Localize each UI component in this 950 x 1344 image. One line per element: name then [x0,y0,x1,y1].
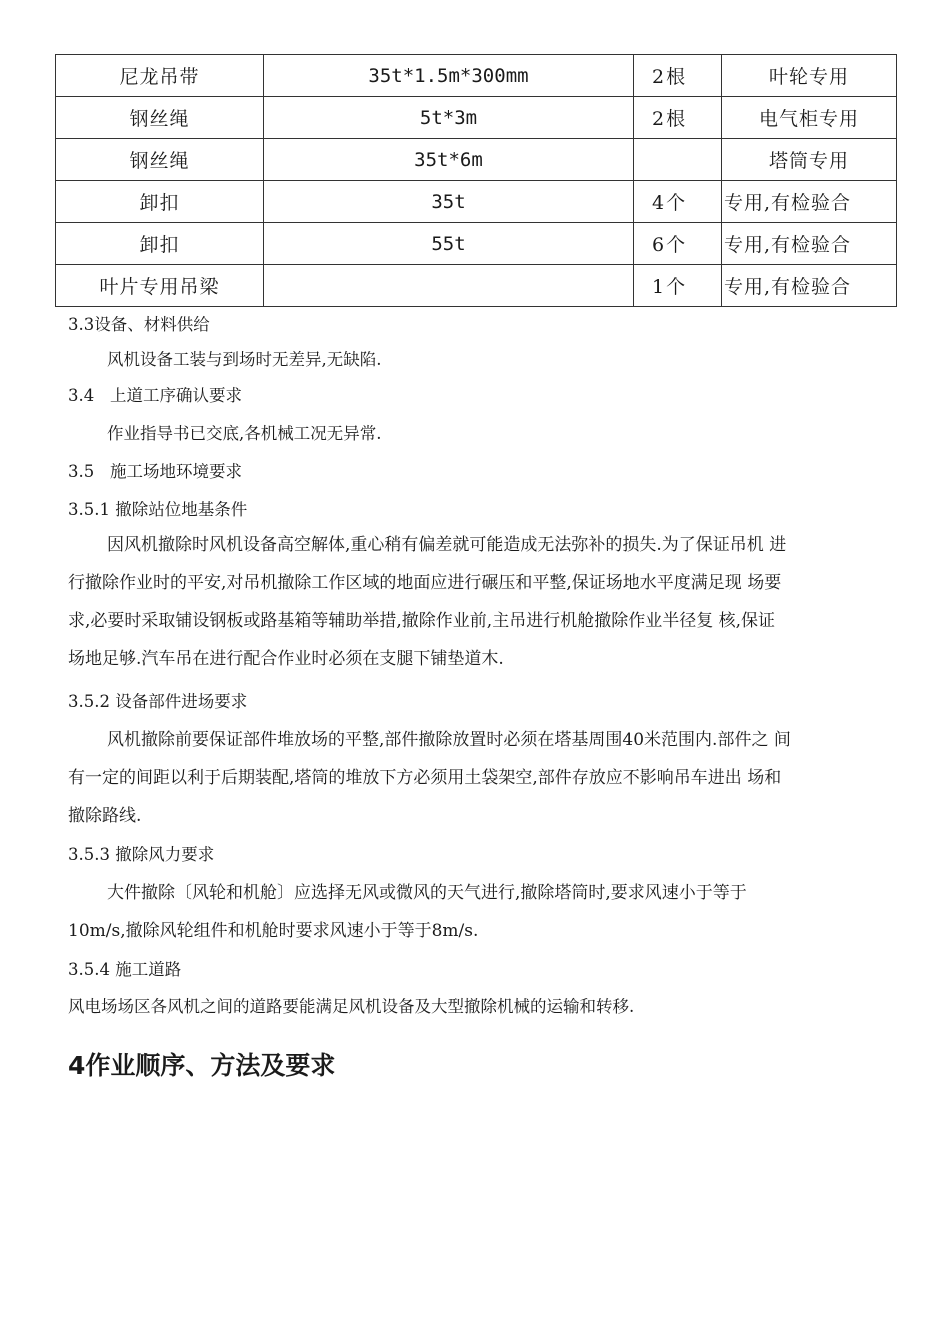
table-row [56,97,897,139]
item-spec: 35t*1.5m*300mm [264,55,634,97]
item-spec: 35t [264,181,634,223]
item-spec: 35t*6m [264,139,634,181]
equipment-table [55,54,897,307]
section-4-title: 4作业顺序、方法及要求 [68,1051,336,1080]
paragraph-3-3: 风机设备工装与到场时无差异,无缺陷. [107,350,382,369]
table-row [56,223,897,265]
heading-3-5-3: 3.5.3 撤除风力要求 [68,845,215,864]
item-note: 专用,有检验合 [722,223,897,265]
paragraph-line: 场地足够.汽车吊在进行配合作业时必须在支腿下铺垫道木. [68,649,504,669]
item-spec: 55t [264,223,634,265]
paragraph-line: 因风机撤除时风机设备高空解体,重心稍有偏差就可能造成无法弥补的损失.为了保证吊机 进 [107,535,787,555]
item-note: 电气柜专用 [722,97,897,139]
item-qty: 1个 [634,265,722,307]
paragraph-line: 有一定的间距以利于后期装配,塔筒的堆放下方必须用土袋架空,部件存放应不影响吊车进出 场和 [68,768,782,788]
item-name: 卸扣 [56,181,264,223]
item-spec [264,265,634,307]
item-qty: 2根 [634,97,722,139]
paragraph-3-5-2 [68,721,898,835]
paragraph-3-5-3 [68,874,898,950]
heading-3-3: 3.3设备、材料供给 [68,315,210,334]
paragraph-line: 风机撤除前要保证部件堆放场的平整,部件撤除放置时必须在塔基周围40米范围内.部件之 间 [107,730,791,750]
item-qty [634,139,722,181]
item-note: 专用,有检验合 [722,181,897,223]
item-name: 卸扣 [56,223,264,265]
paragraph-line: 求,必要时采取铺设钢板或路基箱等辅助举措,撤除作业前,主吊进行机舱撤除作业半径复 核,保证 [68,611,776,631]
paragraph-line: 行撤除作业时的平安,对吊机撤除工作区域的地面应进行碾压和平整,保证场地水平度满足现 场要 [68,573,782,593]
paragraph-3-4: 作业指导书已交底,各机械工况无异常. [107,424,382,443]
item-qty: 2根 [634,55,722,97]
table-row [56,265,897,307]
item-name: 钢丝绳 [56,97,264,139]
item-name: 钢丝绳 [56,139,264,181]
heading-3-4: 3.4 上道工序确认要求 [68,386,242,405]
paragraph-3-5-1 [68,526,898,678]
item-note: 专用,有检验合 [722,265,897,307]
table-row [56,55,897,97]
paragraph-line: 10m/s,撤除风轮组件和机舱时要求风速小于等于8m/s. [68,921,479,941]
item-name: 叶片专用吊梁 [56,265,264,307]
item-spec: 5t*3m [264,97,634,139]
item-note: 塔筒专用 [722,139,897,181]
heading-3-5: 3.5 施工场地环境要求 [68,462,242,481]
table-row [56,139,897,181]
item-name: 尼龙吊带 [56,55,264,97]
paragraph-line: 大件撤除〔风轮和机舱〕应选择无风或微风的天气进行,撤除塔筒时,要求风速小于等于 [107,883,747,903]
item-qty: 4个 [634,181,722,223]
item-note: 叶轮专用 [722,55,897,97]
heading-3-5-4: 3.5.4 施工道路 [68,960,182,979]
paragraph-3-5-4: 风电场场区各风机之间的道路要能满足风机设备及大型撤除机械的运输和转移. [68,997,635,1016]
table-row [56,181,897,223]
paragraph-line: 撤除路线. [68,806,142,826]
item-qty: 6个 [634,223,722,265]
heading-3-5-1: 3.5.1 撤除站位地基条件 [68,500,248,519]
heading-3-5-2: 3.5.2 设备部件进场要求 [68,692,248,711]
